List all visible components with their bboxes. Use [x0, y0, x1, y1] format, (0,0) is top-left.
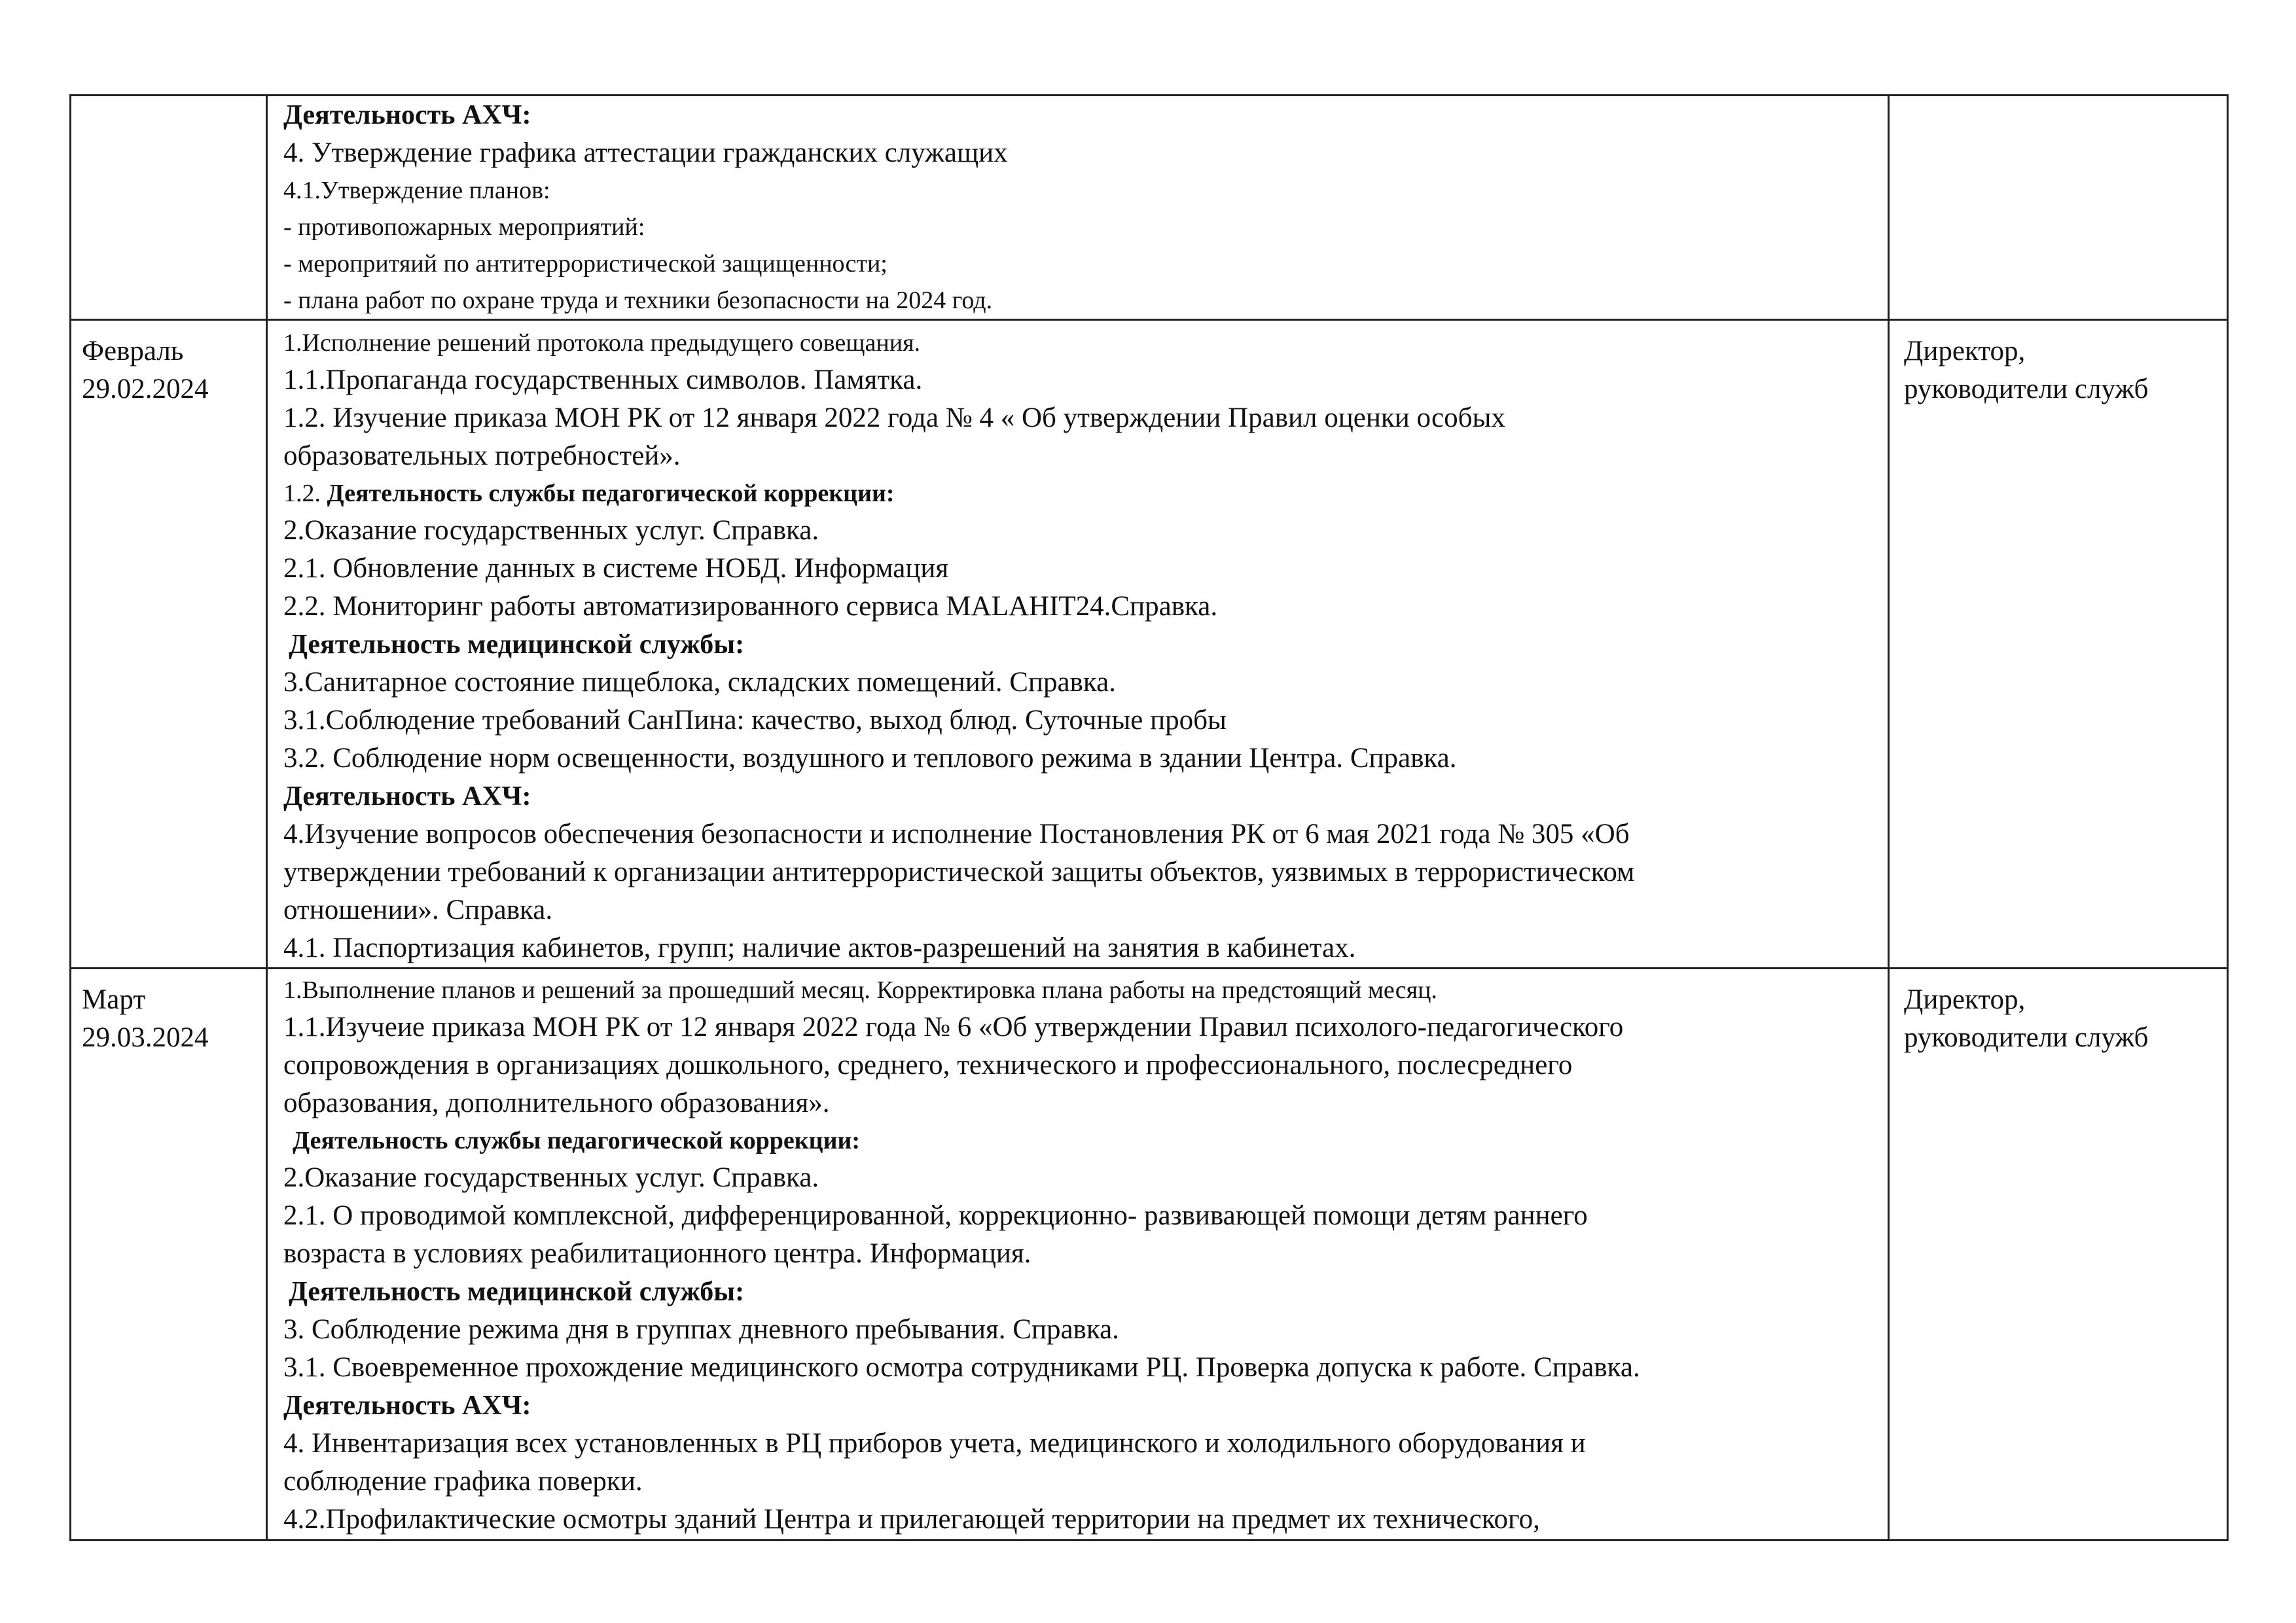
responsible-cell — [1889, 96, 2228, 320]
responsible-units: руководители служб — [1904, 374, 2149, 404]
content-line: отношении». Справка. — [283, 895, 553, 925]
content-line: возраста в условиях реабилитационного центра. Информация. — [283, 1238, 1031, 1269]
content-line: 3. Соблюдение режима дня в группах дневного пребывания. Справка. — [283, 1314, 1119, 1345]
content-line: 2.Оказание государственных услуг. Справка. — [283, 515, 819, 546]
content-line: 4.1.Утверждение планов: — [283, 177, 550, 204]
responsible-cell — [1889, 320, 2228, 969]
content-line: 3.1. Своевременное прохождение медицинского осмотра сотрудниками РЦ. Проверка допуска к работе. Справка. — [283, 1352, 1640, 1383]
content-line: 2.2. Мониторинг работы автоматизированного сервиса MALAHIT24.Справка. — [283, 591, 1218, 622]
line-prefix: 1.2. — [283, 480, 327, 507]
section-heading-pedagogical: Деятельность службы педагогической коррекции: — [293, 1127, 861, 1154]
content-line: утверждении требований к организации антитеррористической защиты объектов, уязвимых в террористическом — [283, 857, 1635, 887]
content-line: 2.1. О проводимой комплексной, дифференцированной, коррекционно- развивающей помощи детям раннего — [283, 1200, 1588, 1231]
date-cell — [71, 969, 267, 1541]
content-line: 4.1. Паспортизация кабинетов, групп; наличие актов-разрешений на занятия в кабинетах. — [283, 933, 1356, 963]
responsible-cell — [1889, 969, 2228, 1541]
content-line: 1.1.Пропаганда государственных символов. Памятка. — [283, 365, 923, 395]
date-month: Март — [82, 984, 146, 1015]
content-line: - плана работ по охране труда и техники безопасности на 2024 год. — [283, 287, 993, 314]
table-row — [71, 320, 2228, 969]
content-line: сопровождения в организациях дошкольного, среднего, технического и профессионального, послесреднего — [283, 1050, 1573, 1080]
content-cell — [267, 320, 1889, 969]
section-heading-ahch: Деятельность АХЧ: — [283, 100, 531, 130]
date-value: 29.03.2024 — [82, 1022, 209, 1053]
content-line: 1.Выполнение планов и решений за прошедший месяц. Корректировка плана работы на предстоящий месяц. — [283, 976, 1437, 1004]
content-line: образования, дополнительного образования». — [283, 1088, 830, 1118]
plan-table — [69, 94, 2229, 1541]
content-line: 3.2. Соблюдение норм освещенности, воздушного и теплового режима в здании Центра. Справка. — [283, 743, 1457, 774]
content-line: 1.1.Изучеие приказа МОН РК от 12 января 2022 года № 6 «Об утверждении Правил психолого-педагогического — [283, 1012, 1624, 1043]
section-heading-pedagogical: Деятельность службы педагогической коррекции: — [327, 480, 895, 507]
content-line: образовательных потребностей». — [283, 440, 681, 471]
date-month: Февраль — [82, 336, 184, 366]
content-line: 3.1.Соблюдение требований СанПина: качество, выход блюд. Суточные пробы — [283, 705, 1227, 736]
content-line: - меропритяий по антитеррористической защищенности; — [283, 250, 888, 277]
responsible-units: руководители служб — [1904, 1022, 2149, 1053]
content-line: 2.Оказание государственных услуг. Справка. — [283, 1162, 819, 1193]
content-line: 1.Исполнение решений протокола предыдущего совещания. — [283, 329, 921, 357]
content-line: 2.1. Обновление данных в системе НОБД. Информация — [283, 553, 949, 584]
section-heading-ahch: Деятельность АХЧ: — [283, 781, 531, 812]
date-cell — [71, 96, 267, 320]
content-cell — [267, 969, 1889, 1541]
content-line: 4.2.Профилактические осмотры зданий Центра и прилегающей территории на предмет их технического, — [283, 1504, 1540, 1535]
content-line: 4. Инвентаризация всех установленных в РЦ приборов учета, медицинского и холодильного оборудования и — [283, 1428, 1586, 1459]
responsible-title: Директор, — [1904, 984, 2026, 1015]
content-line: 3.Санитарное состояние пищеблока, складских помещений. Справка. — [283, 667, 1116, 698]
date-value: 29.02.2024 — [82, 374, 209, 404]
table-row — [71, 969, 2228, 1541]
content-line: соблюдение графика поверки. — [283, 1466, 643, 1497]
section-heading-medical: Деятельность медицинской службы: — [289, 1277, 745, 1307]
content-cell — [267, 96, 1889, 320]
content-line: 4.Изучение вопросов обеспечения безопасности и исполнение Постановления РК от 6 мая 2021 года № 305 «Об — [283, 819, 1630, 849]
content-line: 1.2. Изучение приказа МОН РК от 12 января 2022 года № 4 « Об утверждении Правил оценки особых — [283, 402, 1505, 433]
content-line: - противопожарных мероприятий: — [283, 213, 645, 241]
content-line — [283, 475, 1885, 512]
section-heading-medical: Деятельность медицинской службы: — [289, 630, 745, 660]
content-line: 4. Утверждение графика аттестации гражданских служащих — [283, 137, 1008, 168]
table-row — [71, 96, 2228, 320]
date-cell — [71, 320, 267, 969]
section-heading-ahch: Деятельность АХЧ: — [283, 1391, 531, 1421]
responsible-title: Директор, — [1904, 336, 2026, 366]
